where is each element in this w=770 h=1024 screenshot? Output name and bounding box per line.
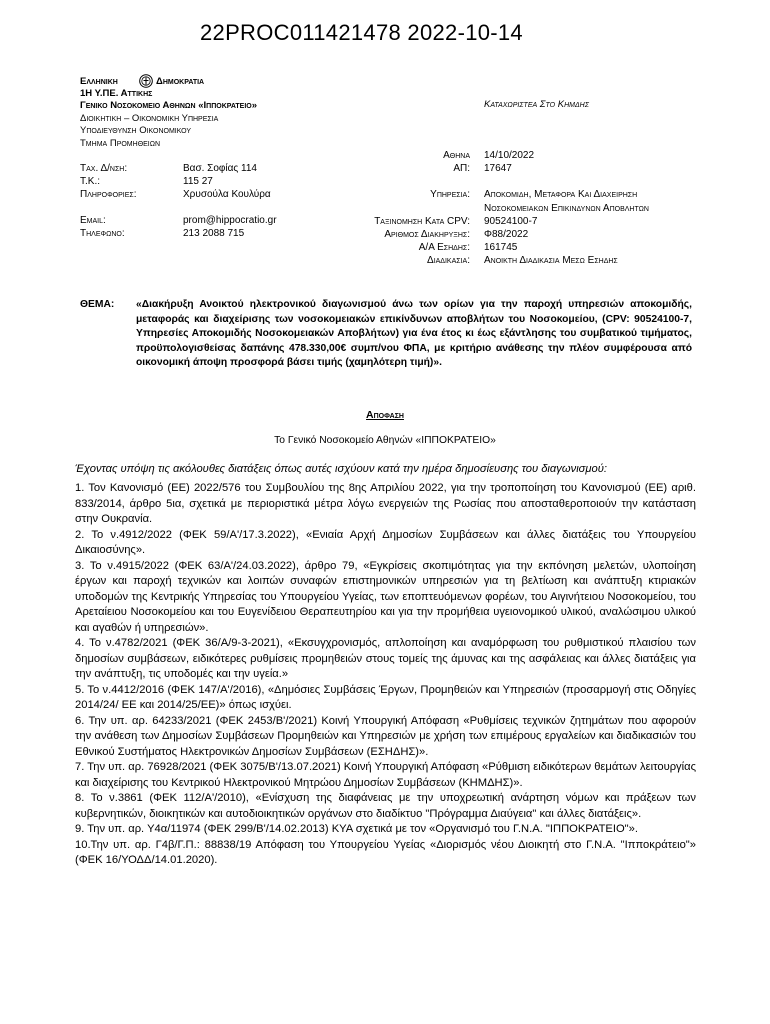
contact-label: Τ.Κ.:: [80, 176, 101, 187]
meta-label: Διαδικασια:: [427, 255, 470, 266]
contact-label: Ταχ. Δ/νση:: [80, 163, 128, 174]
registered-note: Καταχωριστεα Στο Κημδης: [484, 99, 589, 110]
meta-label: Αθηνα: [443, 150, 470, 161]
decision-title: Αποφαση: [366, 409, 404, 421]
list-item: 6. Την υπ. αρ. 64233/2021 (ΦΕΚ 2453/Β'/2021) Κοινή Υπουργική Απόφαση «Ρυθμίσεις τεχνικών ζητημάτων που αφορούν την ανάθεση των Δημοσίων Συμβάσεων Προμηθειών και Υπηρεσιών με χρήση των επιμέρους εργαλείων και διαδικασιών του Εθνικού Συστήματος Ηλεκτρονικών Δημοσίων Συμβάσεων (ΕΣΗΔΗΣ)».: [75, 714, 696, 758]
meta-value: Νοσοκομειακων Επικινδυνων Αποβλητων: [484, 203, 649, 214]
list-item: 3. Το ν.4915/2022 (ΦΕΚ 63/Α'/24.03.2022), άρθρο 79, «Εγκρίσεις σκοπιμότητας για την εκπόνηση μελετών, υλοποίηση έργων και παροχή τεχνικών και λοιπών συναφών επιστημονικών υπηρεσιών για τη βελτίωση και ανάπτυξη κτιριακών υποδομών της Κεντρικής Υπηρεσίας του Υπουργείου Υγείας, των εποπτευόμενων φορέων, του Αιγινήτειου Νοσοκομείου, του Αρεταίειου Νοσοκομείου και του Ευγενίδειου Θεραπευτηρίου και για την προμήθεια υγειονομικού υλικού, αναλώσιμου υλικού και αγαθών ή υπηρεσιών».: [75, 559, 696, 634]
email-link[interactable]: prom@hippocratio.gr: [183, 215, 277, 226]
contact-value: 115 27: [183, 176, 213, 187]
document-id: 22PROC011421478 2022-10-14: [200, 20, 523, 45]
hospital-name: Γενικο Νοσοκομειο Αθηνων «Ιπποκρατειο»: [80, 100, 258, 111]
contact-label: Τηλεφωνο:: [80, 228, 125, 239]
subject-block: [80, 298, 692, 371]
meta-label: Ταξινομηση Κατα CPV:: [374, 216, 470, 227]
region: 1Η Υ.ΠΕ. Αττικης: [80, 88, 153, 99]
meta-label: Υπηρεσια:: [430, 189, 470, 200]
meta-value: 161745: [484, 242, 518, 253]
department-1: Διοικητικη – Οικονομικη Υπηρεσια: [80, 113, 219, 124]
department-3: Τμημα Προμηθειων: [80, 138, 161, 149]
issuer-line: Το Γενικό Νοσοκομείο Αθηνών «ΙΠΠΟΚΡΑΤΕΙΟ»: [274, 435, 496, 446]
country-left: Ελληνικη: [80, 76, 118, 87]
contact-label: Email:: [80, 215, 106, 226]
meta-label: ΑΠ:: [453, 163, 470, 174]
subject-text: «Διακήρυξη Ανοικτού ηλεκτρονικού διαγωνισμού άνω των ορίων για την παροχή υπηρεσιών αποκομιδής, μεταφοράς και διαχείρισης των νοσοκομειακών επικίνδυνων αποβλήτων του Νοσοκομείου, (CPV: 90524100-7, Υπηρεσίες Αποκομιδής Νοσοκομειακών Αποβλήτων) για ένα έτος κι έως εξάντλησης του συμβατικού τιμήματος, προϋπολογισθείσας δαπάνης 478.330,00€ συμπ/νου ΦΠΑ, με κριτήριο ανάθεσης την πλέον συμφέρουσα από οικονομική άποψη προσφορά βάσει τιμής (χαμηλότερη τιμή)».: [136, 299, 692, 368]
list-item: 4. Το ν.4782/2021 (ΦΕΚ 36/Α/9-3-2021), «Εκσυγχρονισμός, απλοποίηση και αναμόρφωση του ρυθμιστικού πλαισίου των δημοσίων συμβάσεων, ειδικότερες ρυθμίσεις προμηθειών στους τομείς της άμυνας και της ασφάλειας και άλλες διατάξεις για την ανάπτυξη, τις υποδομές και την υγεία.»: [75, 637, 696, 680]
subject-label: ΘΕΜΑ:: [80, 299, 115, 310]
meta-value: Φ88/2022: [484, 229, 529, 240]
phone-value: 213 2088 715: [183, 228, 245, 239]
list-item: 9. Την υπ. αρ. Υ4α/11974 (ΦΕΚ 299/Β'/14.02.2013) ΚΥΑ σχετικά με τον «Οργανισμό του Γ.Ν.Α. "ΙΠΠΟΚΡΑΤΕΙΟ"».: [75, 823, 638, 835]
country-right: Δημοκρατια: [156, 76, 205, 87]
meta-value: 17647: [484, 163, 512, 174]
meta-label: Α/Α Εσηδης:: [418, 242, 470, 253]
meta-value: Ανοικτη Διαδικασια Μεσω Εσηδης: [484, 255, 618, 266]
meta-value: Αποκομιδη, Μεταφορα Και Διαχειρηση: [484, 189, 638, 200]
list-item: 1. Τον Κανονισμό (ΕΕ) 2022/576 του Συμβουλίου της 8ης Απριλίου 2022, για την τροποποίηση του Κανονισμού (ΕΕ) αριθ. 833/2014, άρθρο 5ια, σχετικά με περιοριστικά μέτρα λόγω ενεργειών της Ρωσίας που αποσταθεροποιούν την κατάσταση στην Ουκρανία.: [75, 482, 696, 525]
list-item: 10.Την υπ. αρ. Γ4β/Γ.Π.: 88838/19 Απόφαση του Υπουργείου Υγείας «Διορισμός νέου Διοικητή στο Γ.Ν.Α. "Ιπποκράτειο"» (ΦΕΚ 16/ΥΟΔΔ/14.01.2020).: [75, 838, 696, 866]
meta-value: 14/10/2022: [484, 150, 535, 161]
greek-emblem-icon: [139, 74, 153, 88]
contact-value: Βασ. Σοφίας 114: [183, 163, 257, 174]
list-item: 8. Το ν.3861 (ΦΕΚ 112/Α'/2010), «Ενίσχυση της διαφάνειας με την υποχρεωτική ανάρτηση νόμων και πράξεων των κυβερνητικών, διοικητικών και αυτοδιοικητικών οργάνων στο διαδίκτυο "Πρόγραμμα Διαύγεια" και άλλες διατάξεις».: [75, 792, 696, 820]
meta-label: Αριθμος Διακηρυξης:: [384, 229, 470, 240]
intro-line: Έχοντας υπόψη τις ακόλουθες διατάξεις όπως αυτές ισχύουν κατά την ημέρα δημοσίευσης του διαγωνισμού:: [75, 463, 608, 475]
department-2: Υποδιευθυνση Οικονομικου: [80, 125, 192, 136]
list-item: 7. Την υπ. αρ. 76928/2021 (ΦΕΚ 3075/Β'/13.07.2021) Κοινή Υπουργική Απόφαση «Ρύθμιση ειδικότερων θεμάτων λειτουργίας και διαχείρισης του Κεντρικού Ηλεκτρονικού Μητρώου Δημοσίων Συμβάσεων (ΚΗΜΔΗΣ)».: [75, 761, 696, 789]
contact-label: Πληροφοριες:: [80, 189, 137, 200]
provisions-list: [75, 481, 696, 869]
contact-value: Χρυσούλα Κουλύρα: [183, 189, 271, 200]
meta-value: 90524100-7: [484, 216, 538, 227]
list-item: 2. Το ν.4912/2022 (ΦΕΚ 59/Α'/17.3.2022), «Ενιαία Αρχή Δημοσίων Συμβάσεων και άλλες διατάξεις του Υπουργείου Δικαιοσύνης».: [75, 528, 696, 556]
list-item: 5. Το ν.4412/2016 (ΦΕΚ 147/Α'/2016), «Δημόσιες Συμβάσεις Έργων, Προμηθειών και Υπηρεσιών (προσαρμογή στις Οδηγίες 2014/24/ ΕΕ και 2014/25/ΕΕ)» όπως ισχύει.: [75, 683, 696, 711]
